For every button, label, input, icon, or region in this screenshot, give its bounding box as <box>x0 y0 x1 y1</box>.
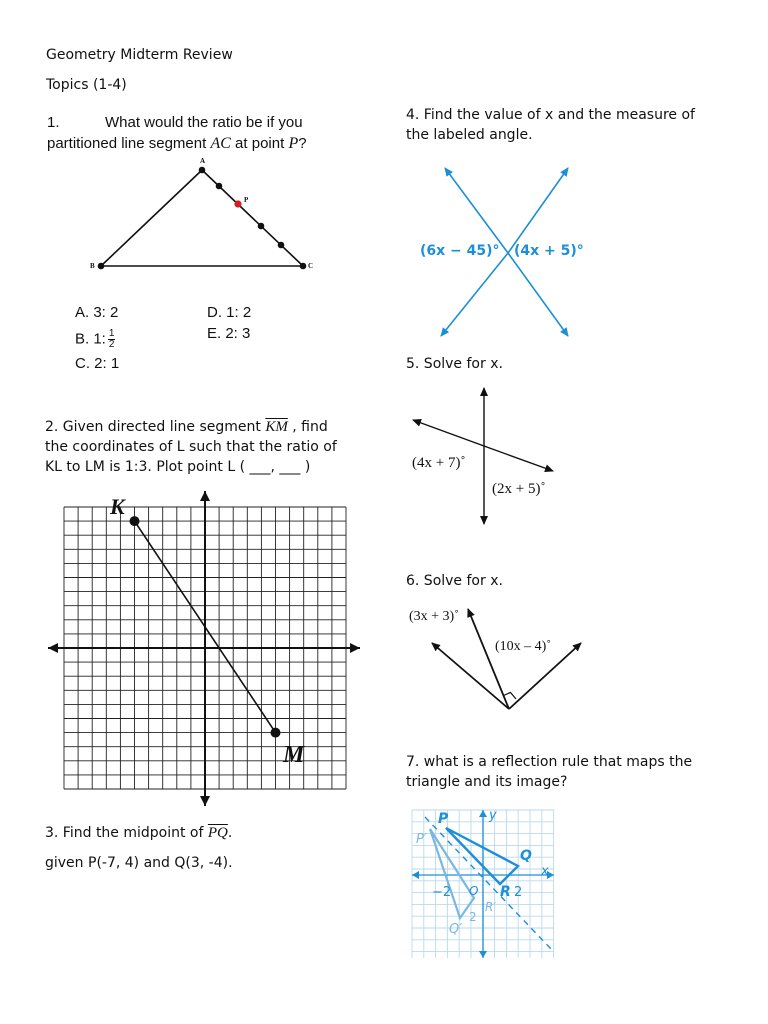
q1-label-c: C <box>308 262 314 270</box>
q7-tick-pos2: 2 <box>514 885 523 900</box>
q7-label-q-prime: Q′ <box>449 922 463 937</box>
q2-label-k: K <box>110 494 125 519</box>
q6-left-angle-label: (3x + 3)˚ <box>409 609 459 624</box>
q7-line2: triangle and its image? <box>406 774 568 790</box>
q1-frac-num: 1 <box>108 328 115 339</box>
q2-label-m: M <box>283 742 305 768</box>
q5-right-angle-label: (2x + 5)˚ <box>492 481 546 497</box>
q7-label-p: P <box>438 811 449 827</box>
q4-left-angle-label: (6x − 45)° <box>420 243 500 259</box>
q2-seg-km: $\overline{KM}$ <box>265 419 288 435</box>
q1-label-b: B <box>90 262 95 270</box>
topics-label: Topics (1-4) <box>46 77 127 93</box>
q1-choice-a: A. 3: 2 <box>75 304 119 321</box>
q7-label-r-prime: R′ <box>485 900 497 914</box>
q2-line1-a: 2. Given directed line segment <box>45 419 266 435</box>
q4-line2: the labeled angle. <box>406 127 533 143</box>
q5-line1: 5. Solve for x. <box>406 356 503 372</box>
q7-tick-neg2: −2 <box>432 885 452 900</box>
q1-seg-ac: AC <box>210 135 231 152</box>
q7-reflection-line <box>425 817 552 950</box>
q1-choice-e: E. 2: 3 <box>207 325 251 342</box>
q1-number: 1. <box>47 114 60 131</box>
q5-left-angle-label: (4x + 7)˚ <box>412 455 466 471</box>
q7-origin-label: O <box>469 884 479 898</box>
q7-label-p-prime: P′ <box>416 832 427 847</box>
q7-x-axis-arrow-left <box>412 871 419 879</box>
q7-y-axis-arrow <box>479 810 487 817</box>
q3-line1-b: . <box>227 825 233 841</box>
q1-choice-c: C. 2: 1 <box>75 355 120 372</box>
q2-line2: the coordinates of L such that the ratio of <box>45 439 337 455</box>
q1-line1: What would the ratio be if you <box>105 114 303 131</box>
q1-label-a: A <box>200 157 206 165</box>
q7-tick-neg2-y: 2 <box>469 910 477 924</box>
q7-y-axis-label: y <box>489 808 497 823</box>
q1-choice-b-prefix: B. 1: <box>75 330 106 348</box>
q6-line1: 6. Solve for x. <box>406 573 503 589</box>
q1-frac-den: 2 <box>108 339 115 350</box>
q1-choice-d: D. 1: 2 <box>207 304 252 321</box>
q6-right-angle-label: (10x – 4)˚ <box>495 639 551 654</box>
q3-line2: given P(-7, 4) and Q(3, -4). <box>45 855 233 871</box>
q3-seg-pq: $\overline{PQ}$ <box>207 825 228 841</box>
q1-line2-c: ? <box>298 135 307 152</box>
q7-x-axis-label: x <box>541 864 549 879</box>
q7-line1: 7. what is a reflection rule that maps the <box>406 754 693 770</box>
q3-line1-a: 3. Find the midpoint of <box>45 825 208 841</box>
document-title: Geometry Midterm Review <box>46 47 233 63</box>
q7-y-axis-arrow-down <box>479 951 487 958</box>
q1-line2-b: at point <box>230 135 289 152</box>
q1-label-p: P <box>244 196 249 204</box>
q7-label-q: Q <box>520 848 532 864</box>
q2-line1-b: , find <box>287 419 328 435</box>
q1-point-p: P <box>288 135 299 152</box>
q1-line2-a: partitioned line segment <box>47 135 211 152</box>
q2-line3: KL to LM is 1:3. Plot point L ( ___, ___ ) <box>45 459 311 475</box>
q4-right-angle-label: (4x + 5)° <box>514 243 584 259</box>
q7-label-r: R <box>500 884 511 900</box>
q4-line1: 4. Find the value of x and the measure of <box>406 107 695 123</box>
